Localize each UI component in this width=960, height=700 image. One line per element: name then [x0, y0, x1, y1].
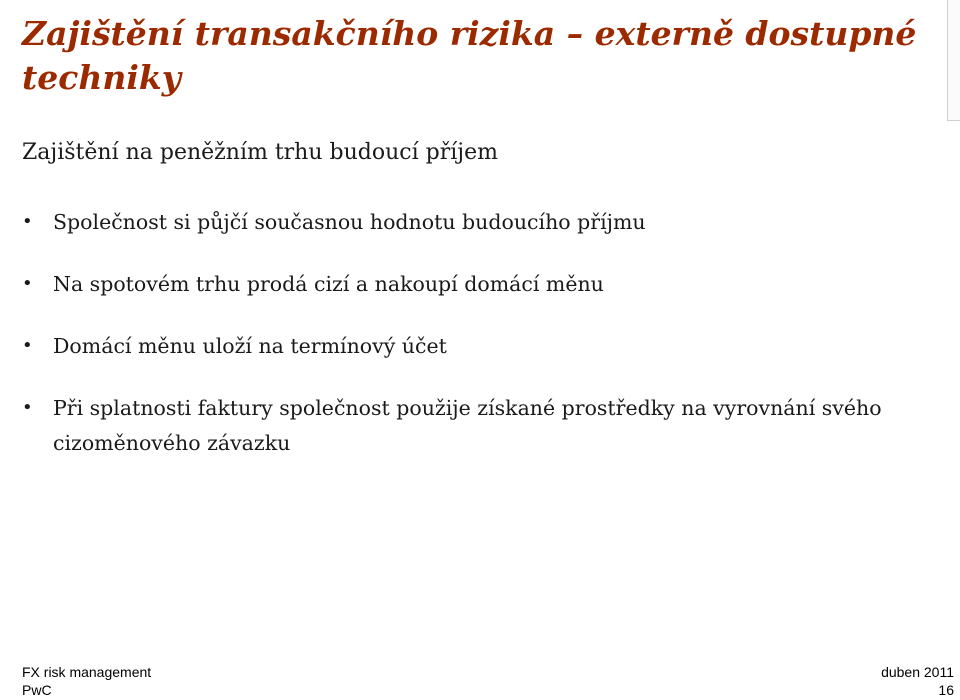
bullet-text: Při splatnosti faktury společnost použije získané prostředky na vyrovnání svého cizoměnového závazku — [53, 396, 882, 455]
bullet-item — [22, 205, 942, 239]
footer-date: duben 2011 — [881, 664, 954, 680]
bullet-text: Domácí měnu uloží na termínový účet — [53, 334, 447, 358]
bullet-dot-icon: • — [22, 397, 33, 418]
bullet-item — [22, 267, 942, 301]
bullet-item — [22, 391, 942, 461]
bullet-list — [22, 205, 942, 461]
bullet-dot-icon: • — [22, 211, 33, 232]
footer-company: PwC — [22, 682, 52, 698]
bullet-item — [22, 329, 942, 363]
bullet-dot-icon: • — [22, 335, 33, 356]
bullet-text: Společnost si půjčí současnou hodnotu budoucího příjmu — [53, 210, 646, 234]
bullet-dot-icon: • — [22, 273, 33, 294]
page-number: 16 — [938, 682, 954, 698]
slide-subheading: Zajištění na peněžním trhu budoucí příjem — [22, 140, 498, 165]
slide-edge-decoration — [947, 0, 960, 121]
slide-title: Zajištění transakčního rizika – externě dostupné techniky — [22, 14, 917, 97]
bullet-text: Na spotovém trhu prodá cizí a nakoupí domácí měnu — [53, 272, 604, 296]
footer-topic: FX risk management — [22, 664, 152, 680]
